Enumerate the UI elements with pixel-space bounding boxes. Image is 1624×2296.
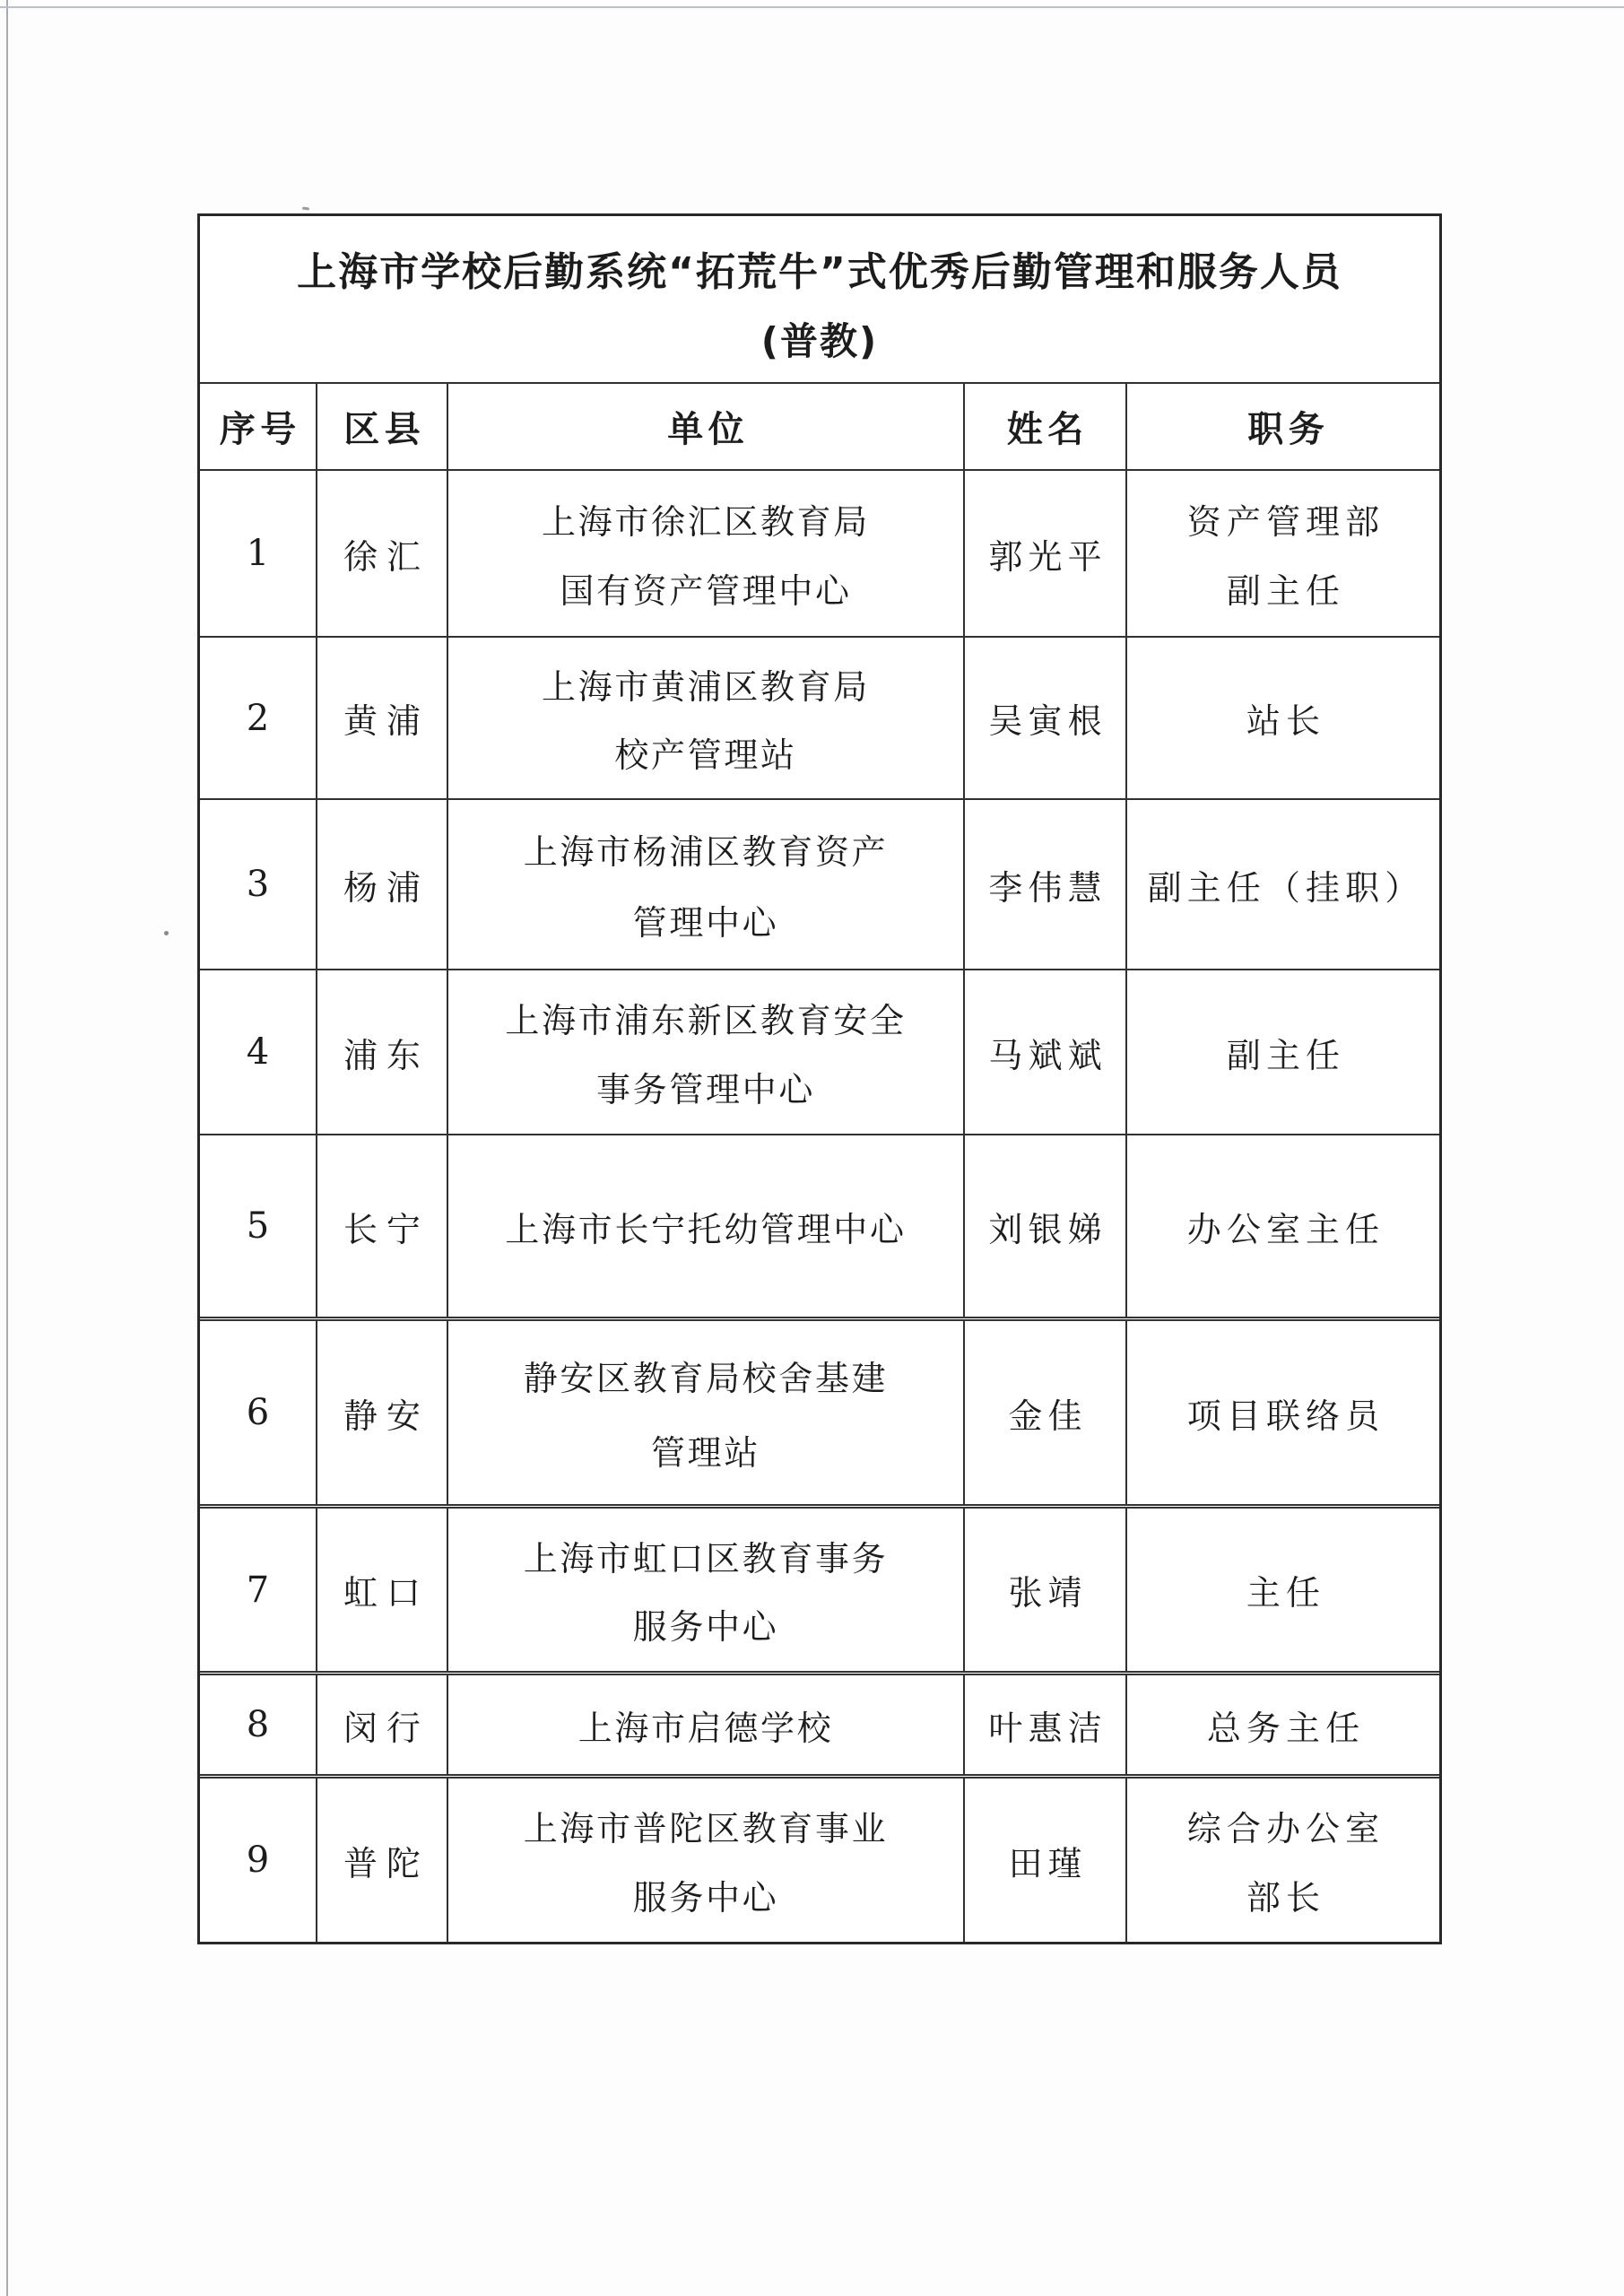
column-header-name: 姓名 bbox=[963, 384, 1125, 469]
table-row bbox=[200, 636, 1439, 798]
scan-speckle bbox=[164, 931, 169, 935]
cell-district: 虹口 bbox=[316, 1509, 447, 1671]
position-line: 总务主任 bbox=[1206, 1708, 1366, 1748]
cell-name: 吴寅根 bbox=[963, 638, 1125, 798]
unit-line: 上海市长宁托幼管理中心 bbox=[505, 1209, 907, 1249]
unit-line: 校产管理站 bbox=[614, 735, 797, 775]
cell-unit bbox=[447, 471, 963, 636]
position-line: 副主任 bbox=[1226, 571, 1346, 611]
cell-index: 8 bbox=[246, 1704, 270, 1745]
table-header-row bbox=[200, 382, 1439, 469]
cell-district: 徐汇 bbox=[316, 471, 447, 636]
cell-name: 田瑾 bbox=[963, 1779, 1125, 1942]
cell-unit bbox=[447, 1779, 963, 1942]
cell-unit bbox=[447, 1509, 963, 1671]
cell-district: 杨浦 bbox=[316, 800, 447, 969]
cell-position bbox=[1125, 471, 1445, 636]
cell-position bbox=[1125, 638, 1445, 798]
cell-name: 叶惠洁 bbox=[963, 1675, 1125, 1774]
column-header-position: 职务 bbox=[1125, 384, 1445, 469]
unit-line: 管理中心 bbox=[632, 902, 779, 943]
position-line: 站长 bbox=[1246, 701, 1326, 741]
cell-index: 1 bbox=[246, 533, 270, 574]
cell-district: 长宁 bbox=[316, 1135, 447, 1317]
table-row bbox=[200, 1134, 1439, 1317]
position-line: 项目联络员 bbox=[1186, 1396, 1385, 1436]
cell-unit bbox=[447, 800, 963, 969]
table-title-line-1: 上海市学校后勤系统“拓荒牛”式优秀后勤管理和服务人员 bbox=[297, 248, 1342, 295]
unit-line: 服务中心 bbox=[632, 1607, 779, 1647]
column-header-index: 序号 bbox=[219, 409, 301, 450]
cell-index: 4 bbox=[246, 1031, 270, 1073]
cell-index: 5 bbox=[246, 1205, 270, 1247]
table-row bbox=[200, 1671, 1439, 1774]
cell-unit bbox=[447, 1675, 963, 1774]
cell-district: 普陀 bbox=[316, 1779, 447, 1942]
scan-left-edge-line bbox=[6, 0, 8, 2296]
table-row bbox=[200, 798, 1439, 969]
cell-position bbox=[1125, 1135, 1445, 1317]
awards-table bbox=[197, 213, 1442, 1944]
cell-position bbox=[1125, 800, 1445, 969]
unit-line: 静安区教育局校舍基建 bbox=[523, 1358, 889, 1398]
cell-district: 浦东 bbox=[316, 970, 447, 1134]
cell-unit bbox=[447, 1135, 963, 1317]
cell-position bbox=[1125, 1509, 1445, 1671]
cell-position bbox=[1125, 970, 1445, 1134]
table-title-line-2: (普教) bbox=[760, 319, 879, 364]
cell-index: 6 bbox=[246, 1392, 270, 1433]
unit-line: 上海市浦东新区教育安全 bbox=[505, 1001, 907, 1041]
table-row bbox=[200, 469, 1439, 636]
cell-district: 闵行 bbox=[316, 1675, 447, 1774]
unit-line: 上海市普陀区教育事业 bbox=[523, 1809, 889, 1849]
cell-district: 黄浦 bbox=[316, 638, 447, 798]
unit-line: 服务中心 bbox=[632, 1877, 779, 1918]
unit-line: 上海市徐汇区教育局 bbox=[542, 502, 870, 542]
cell-name: 张靖 bbox=[963, 1509, 1125, 1671]
cell-name: 刘银娣 bbox=[963, 1135, 1125, 1317]
cell-position bbox=[1125, 1675, 1445, 1774]
cell-name: 金佳 bbox=[963, 1321, 1125, 1504]
position-line: 综合办公室 bbox=[1186, 1809, 1385, 1849]
cell-district: 静安 bbox=[316, 1321, 447, 1504]
cell-unit bbox=[447, 1321, 963, 1504]
position-line: 主任 bbox=[1246, 1573, 1326, 1613]
unit-line: 上海市启德学校 bbox=[578, 1708, 834, 1748]
unit-line: 上海市虹口区教育事务 bbox=[523, 1539, 889, 1578]
cell-index: 9 bbox=[246, 1839, 270, 1881]
unit-line: 上海市黄浦区教育局 bbox=[542, 667, 870, 708]
table-row bbox=[200, 1317, 1439, 1504]
position-line: 资产管理部 bbox=[1186, 502, 1385, 542]
column-header-unit: 单位 bbox=[447, 384, 963, 469]
cell-unit bbox=[447, 970, 963, 1134]
cell-position bbox=[1125, 1779, 1445, 1942]
position-line: 副主任（挂职） bbox=[1147, 867, 1425, 908]
cell-name: 马斌斌 bbox=[963, 970, 1125, 1134]
cell-unit bbox=[447, 638, 963, 798]
cell-name: 郭光平 bbox=[963, 471, 1125, 636]
position-line: 副主任 bbox=[1226, 1035, 1346, 1075]
unit-line: 上海市杨浦区教育资产 bbox=[523, 832, 889, 873]
cell-index: 7 bbox=[246, 1569, 270, 1611]
unit-line: 管理站 bbox=[651, 1433, 760, 1474]
scan-speckle bbox=[302, 206, 309, 210]
scan-top-edge-line bbox=[0, 6, 1624, 8]
cell-position bbox=[1125, 1321, 1445, 1504]
position-line: 部长 bbox=[1246, 1877, 1326, 1918]
table-row bbox=[200, 1774, 1439, 1942]
table-row bbox=[200, 1504, 1439, 1671]
column-header-district: 区县 bbox=[316, 384, 447, 469]
unit-line: 国有资产管理中心 bbox=[560, 571, 852, 611]
table-row bbox=[200, 969, 1439, 1134]
position-line: 办公室主任 bbox=[1186, 1209, 1385, 1249]
unit-line: 事务管理中心 bbox=[596, 1069, 815, 1109]
cell-name: 李伟慧 bbox=[963, 800, 1125, 969]
table-title bbox=[200, 216, 1439, 382]
cell-index: 2 bbox=[246, 697, 270, 739]
cell-index: 3 bbox=[246, 864, 270, 905]
